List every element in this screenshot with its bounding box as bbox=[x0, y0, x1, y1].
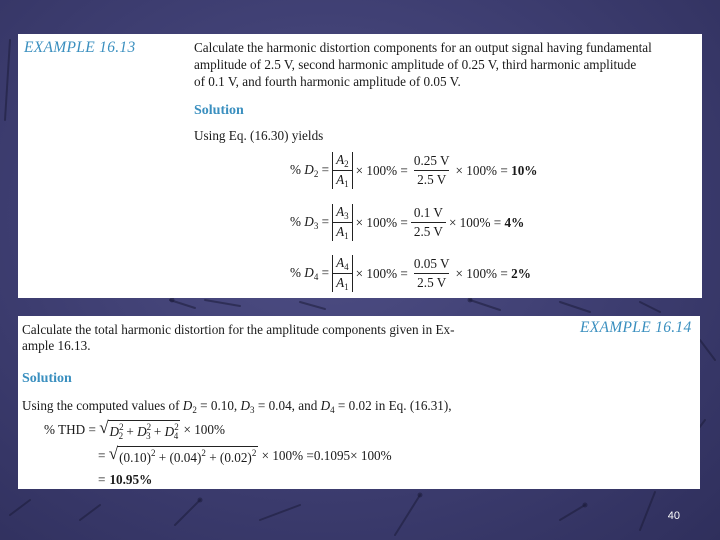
equation-d3: % $D_3$ = $\frac{A_3}{A_1}$ × 100% = $\frac{0.1 V}{2.5 V}$ × 100% = 4% bbox=[290, 204, 525, 241]
example-16-13-panel bbox=[18, 34, 702, 298]
solution-heading: Solution bbox=[22, 371, 72, 386]
problem-line: Calculate the harmonic distortion components for an output signal having fundamental bbox=[194, 40, 652, 55]
thd-formula: % THD = √ $D^2_2 + D^2_3 + D^2_4$ × 100% bbox=[44, 418, 225, 441]
solution-intro: Using the computed values of $D_2 = 0.10$, $D_3 = 0.04$, and $D_4 = 0.02$ in Eq. (16.31), bbox=[22, 398, 452, 415]
example-16-14-panel bbox=[18, 316, 700, 489]
problem-line: of 0.1 V, and fourth harmonic amplitude of 0.05 V. bbox=[194, 74, 461, 89]
example-title: EXAMPLE 16.13 bbox=[24, 39, 136, 56]
problem-line: Calculate the total harmonic distortion for the amplitude components given in Ex- bbox=[22, 322, 455, 337]
solution-heading: Solution bbox=[194, 103, 244, 118]
example-title: EXAMPLE 16.14 bbox=[580, 319, 692, 336]
result-d3: 4% bbox=[504, 214, 525, 230]
page-number: 40 bbox=[667, 510, 680, 522]
thd-computation: = √ $(0.10)^2 + (0.04)^2 + (0.02)^2$ × 100% = 0.1095 × 100% bbox=[98, 444, 392, 465]
solution-intro: Using Eq. (16.30) yields bbox=[194, 128, 324, 143]
equation-d2: % $D_2$ = $\frac{A_2}{A_1}$ × 100% = $\frac{0.25 V}{2.5 V}$ × 100% = 10% bbox=[290, 152, 538, 189]
problem-line: ample 16.13. bbox=[22, 338, 91, 353]
thd-result: = 10.95% bbox=[98, 472, 153, 487]
result-d2: 10% bbox=[511, 162, 538, 178]
result-d4: 2% bbox=[511, 265, 531, 281]
equation-d4: % $D_4$ = $\frac{A_4}{A_1}$ × 100% = $\frac{0.05 V}{2.5 V}$ × 100% = 2% bbox=[290, 255, 531, 292]
thd-label: % THD bbox=[44, 422, 86, 437]
problem-line: amplitude of 2.5 V, second harmonic amplitude of 0.25 V, third harmonic amplitude bbox=[194, 57, 637, 72]
